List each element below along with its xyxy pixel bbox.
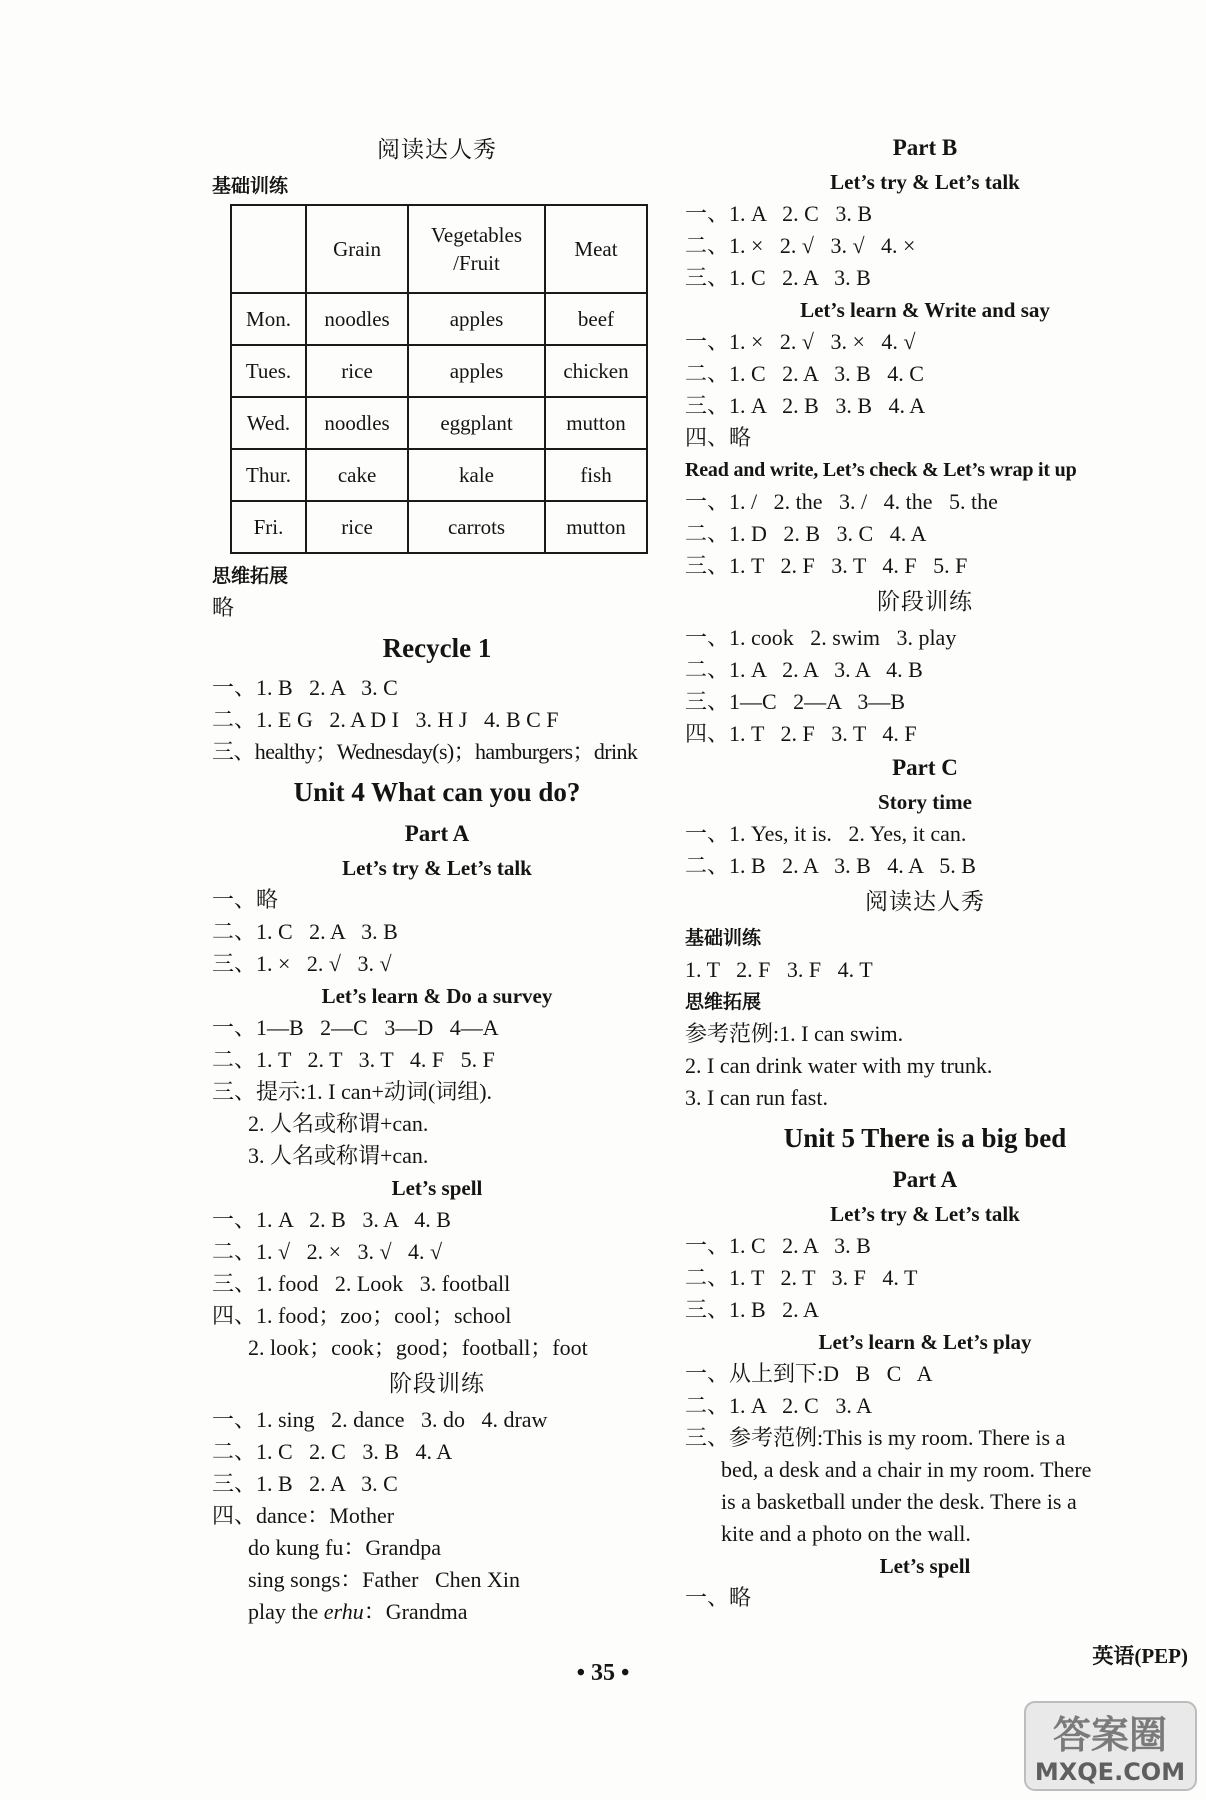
table-cell: apples: [408, 293, 545, 345]
answer-line: 二、1. B 2. A 3. B 4. A 5. B: [685, 853, 976, 878]
table-header-cell: Grain: [306, 205, 408, 293]
answer-line: 一、1. sing 2. dance 3. do 4. draw: [212, 1407, 548, 1432]
answer-line: 二、1. T 2. T 3. T 4. F 5. F: [212, 1047, 495, 1072]
table-cell: rice: [306, 501, 408, 553]
answer-line: 二、1. T 2. T 3. F 4. T: [685, 1265, 918, 1290]
stage-training-title: 阶段训练: [389, 1371, 485, 1396]
table-cell: Mon.: [231, 293, 306, 345]
answer-line: 一、略: [212, 887, 279, 912]
basic-training-heading: 基础训练: [685, 927, 762, 949]
subject-label: 英语(PEP): [1092, 1644, 1188, 1668]
answer-line: 三、1. food 2. Look 3. football: [212, 1271, 511, 1296]
table-row: [231, 345, 647, 397]
table-cell: mutton: [545, 501, 647, 553]
table-row: [231, 449, 647, 501]
watermark-logo: [1023, 1700, 1198, 1792]
answer-line: is a basketball under the desk. There is a: [721, 1489, 1077, 1514]
section-heading: Let’s spell: [391, 1176, 483, 1200]
unit4-title: Unit 4 What can you do?: [293, 777, 581, 807]
answer-line: 一、1. A 2. B 3. A 4. B: [212, 1207, 451, 1232]
answer-line: 3. 人名或称谓+can.: [248, 1143, 429, 1168]
answer-line: 二、1. × 2. √ 3. √ 4. ×: [685, 233, 916, 258]
table-cell: kale: [408, 449, 545, 501]
answer-line: 一、1. Yes, it is. 2. Yes, it can.: [685, 821, 967, 846]
answer-line: 二、1. C 2. A 3. B 4. C: [685, 361, 924, 386]
answer-line: 2. 人名或称谓+can.: [248, 1111, 429, 1136]
svg-text:MXQE.COM: MXQE.COM: [1034, 1758, 1186, 1786]
answer-line: do kung fu：Grandpa: [248, 1535, 442, 1560]
thinking-ext-heading: 思维拓展: [685, 991, 762, 1013]
section-heading: Let’s learn & Let’s play: [818, 1330, 1032, 1354]
answer-line: 一、1. C 2. A 3. B: [685, 1233, 871, 1258]
answer-line: 三、1. A 2. B 3. B 4. A: [685, 393, 926, 418]
table-header-cell: Meat: [545, 205, 647, 293]
table-row: [231, 397, 647, 449]
table-cell: fish: [545, 449, 647, 501]
stage-training-title: 阶段训练: [877, 589, 973, 614]
food-table: [230, 204, 648, 554]
table-cell: noodles: [306, 293, 408, 345]
table-header-cell: [231, 205, 306, 293]
answer-line: play the erhu：Grandma: [248, 1599, 468, 1624]
unit5-title: Unit 5 There is a big bed: [783, 1123, 1067, 1153]
left-column: [212, 130, 662, 1628]
section-heading: Story time: [878, 790, 972, 814]
answer-line: 四、略: [685, 425, 752, 450]
reading-title: 阅读达人秀: [865, 889, 985, 914]
answer-line: 四、1. food；zoo；cool；school: [212, 1303, 512, 1328]
vegetables-label: Vegetables /Fruit: [431, 223, 522, 275]
answer-line: 1. T 2. F 3. F 4. T: [685, 957, 873, 982]
table-cell: noodles: [306, 397, 408, 449]
answer-line: 三、1. C 2. A 3. B: [685, 265, 871, 290]
part-a-heading: Part A: [404, 821, 470, 846]
thinking-answer: 略: [212, 595, 235, 620]
table-cell: Wed.: [231, 397, 306, 449]
answer-line: 三、1. × 2. √ 3. √: [212, 951, 392, 976]
svg-text:答案圈: 答案圈: [1052, 1713, 1168, 1757]
basic-training-heading: 基础训练: [212, 175, 289, 197]
part-b-heading: Part B: [892, 135, 958, 160]
recycle-title: Recycle 1: [382, 633, 492, 663]
section-heading: Let’s try & Let’s talk: [830, 170, 1020, 194]
answer-line: sing songs：Father Chen Xin: [248, 1567, 520, 1592]
answer-line: 三、healthy；Wednesday(s)；hamburgers；drink: [212, 739, 638, 764]
table-cell: chicken: [545, 345, 647, 397]
answer-line: 一、1. / 2. the 3. / 4. the 5. the: [685, 489, 998, 514]
table-cell: cake: [306, 449, 408, 501]
page-number: • 35 •: [576, 1660, 630, 1686]
table-row: [231, 293, 647, 345]
answer-line: 二、1. C 2. A 3. B: [212, 919, 398, 944]
answer-line: 三、1. B 2. A: [685, 1297, 819, 1322]
answer-line: 2. look；cook；good；football；foot: [248, 1335, 588, 1360]
section-heading: Let’s learn & Do a survey: [321, 984, 553, 1008]
table-header-cell: [408, 205, 545, 293]
answer-line: 二、1. A 2. A 3. A 4. B: [685, 657, 923, 682]
answer-line: 二、1. E G 2. A D I 3. H J 4. B C F: [212, 707, 559, 732]
answer-line: 参考范例:1. I can swim.: [685, 1021, 904, 1046]
part-a-heading: Part A: [892, 1167, 958, 1192]
answer-line: 一、从上到下:D B C A: [685, 1361, 933, 1386]
table-row: [231, 501, 647, 553]
answer-line: 一、略: [685, 1585, 752, 1610]
answer-line: 一、1. cook 2. swim 3. play: [685, 625, 957, 650]
table-cell: Fri.: [231, 501, 306, 553]
table-cell: eggplant: [408, 397, 545, 449]
part-c-heading: Part C: [892, 755, 958, 780]
answer-line: 3. I can run fast.: [685, 1085, 828, 1110]
thinking-ext-heading: 思维拓展: [212, 565, 289, 587]
table-cell: Thur.: [231, 449, 306, 501]
answer-line: 2. I can drink water with my trunk.: [685, 1053, 993, 1078]
answer-line: 一、1. A 2. C 3. B: [685, 201, 873, 226]
right-column: [685, 130, 1165, 1614]
answer-line: 二、1. C 2. C 3. B 4. A: [212, 1439, 453, 1464]
section-heading: Let’s spell: [879, 1554, 971, 1578]
answer-line: 一、1. B 2. A 3. C: [212, 675, 398, 700]
answer-line: bed, a desk and a chair in my room. There: [721, 1457, 1092, 1482]
answer-line: 三、1. T 2. F 3. T 4. F 5. F: [685, 553, 968, 578]
table-cell: beef: [545, 293, 647, 345]
table-cell: rice: [306, 345, 408, 397]
section-heading: Let’s try & Let’s talk: [342, 856, 532, 880]
answer-line: kite and a photo on the wall.: [721, 1521, 971, 1546]
table-cell: carrots: [408, 501, 545, 553]
section-heading: Let’s try & Let’s talk: [830, 1202, 1020, 1226]
table-cell: apples: [408, 345, 545, 397]
answer-line: 二、1. A 2. C 3. A: [685, 1393, 873, 1418]
answer-line: 四、1. T 2. F 3. T 4. F: [685, 721, 917, 746]
answer-line: 一、1. × 2. √ 3. × 4. √: [685, 329, 916, 354]
table-cell: mutton: [545, 397, 647, 449]
reading-title: 阅读达人秀: [377, 137, 497, 162]
answer-line: 一、1—B 2—C 3—D 4—A: [212, 1015, 499, 1040]
section-heading: Read and write, Let’s check & Let’s wrap it up: [685, 459, 1077, 481]
answer-line: 三、1. B 2. A 3. C: [212, 1471, 398, 1496]
answer-line: 三、1—C 2—A 3—B: [685, 689, 906, 714]
table-header-row: [231, 205, 647, 293]
answer-line: 二、1. √ 2. × 3. √ 4. √: [212, 1239, 443, 1264]
table-cell: Tues.: [231, 345, 306, 397]
answer-line: 四、dance：Mother: [212, 1503, 395, 1528]
answer-line: 三、提示:1. I can+动词(词组).: [212, 1079, 493, 1104]
answer-line: 二、1. D 2. B 3. C 4. A: [685, 521, 927, 546]
section-heading: Let’s learn & Write and say: [800, 298, 1050, 322]
answer-line: 三、参考范例:This is my room. There is a: [685, 1425, 1066, 1450]
